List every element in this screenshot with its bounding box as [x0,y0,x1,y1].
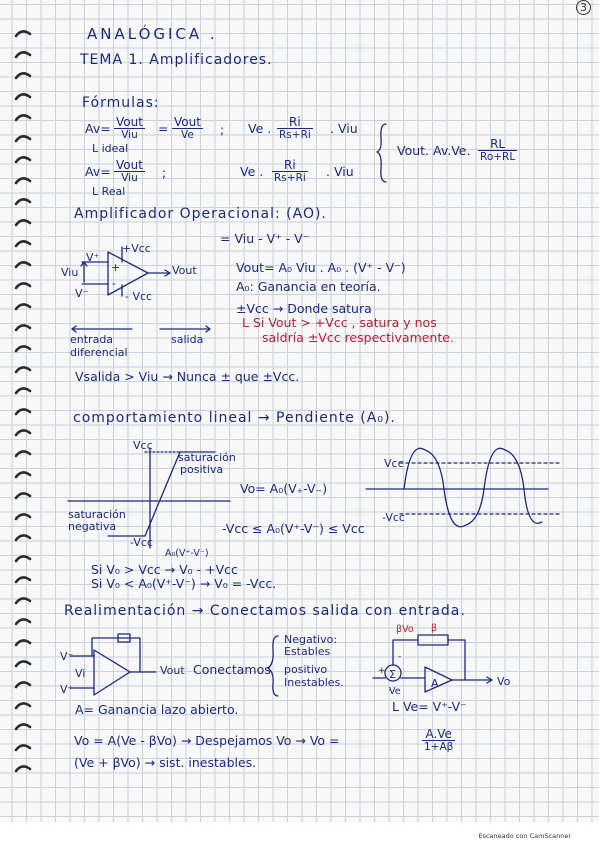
minus-terminal: - [112,277,116,290]
block-vo-label: Vo [497,675,511,688]
beta-vo-label: βVo [396,624,414,635]
fraction-numerator: A.Ve [422,728,455,741]
fraction-denominator: 1+Aβ [424,741,454,753]
fraction-numerator: Vout [116,158,143,172]
feedback-opamp-inputs [70,656,94,688]
ve-formula-tail: . Viu [330,121,358,136]
feedback-vminus: V⁻ [60,650,74,663]
vout-formula-lhs: Vout. Av.Ve. [397,143,471,158]
fraction-numerator: Vout [116,115,143,129]
transfer-curve [108,452,215,536]
block-feedback-wire [393,640,465,680]
separator: ; [162,165,167,180]
beta-label: β [431,623,438,634]
positive-feedback: positivo [284,663,328,676]
amplifier-a-label: A [431,677,439,690]
linear-heading: comportamiento lineal → Pendiente (A₀). [73,410,396,426]
wave-vcc-label: Vcc [384,457,404,470]
block-amplifier-triangle [425,667,452,692]
transfer-vcc-bottom: -Vcc [130,536,153,549]
av-ideal-lhs: Av= [85,121,111,136]
ao-definition: A₀: Ganancia en teoría. [236,279,381,294]
entrada-label: entrada [70,333,114,346]
sine-wave [404,448,542,526]
fraction-numerator: Vout [174,115,201,129]
av-real-note: L Real [92,185,126,198]
block-output-wire [452,677,492,683]
saturation-positive-1: saturación [178,451,236,464]
ve-node-label: Ve [389,686,401,697]
vout-label: Vout [172,264,197,277]
closed-loop-derivation: Vo = A(Ve - βVo) → Despejamos Vo → Vo = [74,733,340,748]
ve-definition: L Ve= V⁺-V⁻ [392,699,467,714]
saturation-inequality: -Vcc ≤ A₀(V⁺-V⁻) ≤ Vcc [222,521,365,536]
feedback-vi: Vi [75,667,86,680]
fraction-denominator: Ro+RL [480,151,516,163]
negative-feedback: Negativo: [284,633,338,646]
vminus-label: V⁻ [75,287,89,300]
formulas-heading: Fórmulas: [82,95,160,111]
case-saturation-negative: Si V₀ < A₀(V⁺-V⁻) → V₀ = -Vcc. [91,576,277,591]
fraction-numerator: Ri [277,116,313,129]
open-loop-gain-note: A= Ganancia lazo abierto. [75,702,239,717]
negative-stable: Estables [284,645,331,658]
vsalida-note: Vsalida > Viu → Nunca ± que ±Vcc. [75,369,300,384]
viu-arrow [81,262,87,282]
wave-neg-vcc-label: -Vcc [382,511,405,524]
fraction-denominator: Ve [181,129,194,141]
scanner-watermark: Escaneado con CamScanner [478,832,571,840]
ve-formula-lhs: Ve . [248,121,272,136]
opamp-heading: Amplificador Operacional: (AO). [74,206,327,222]
vout-equation: Vout= A₀ Viu . A₀ . (V⁺ - V⁻) [236,260,406,275]
plus-terminal: + [111,261,121,274]
diferencial-label: diferencial [70,346,128,359]
salida-arrow [160,326,210,332]
entrada-arrow [72,326,132,332]
vcc-positive-label: +Vcc [122,242,151,255]
saturation-positive-2: positiva [180,463,224,476]
vplus-label: V⁺ [86,251,100,264]
viu-label: Viu [61,266,79,279]
positive-unstable: Inestables. [284,676,344,689]
summing-node [385,665,401,681]
ve-formula-2-tail: . Viu [326,164,354,179]
saturation-negative-2: negativa [68,520,117,533]
unstable-system-note: (Ve + βVo) → sist. inestables. [74,755,257,770]
av-real-lhs: Av= [85,164,111,179]
summing-node-symbol: Σ [389,668,396,681]
fraction-denominator: Rs+Ri [279,129,311,141]
beta-block [418,635,448,645]
av-ideal-note: L ideal [92,142,129,155]
salida-label: salida [171,333,204,346]
feedback-opamp-triangle [94,650,130,695]
page-corner-mark: 3 [576,0,591,15]
case-saturation-positive: Si V₀ > Vcc → V₀ - +Vcc [91,562,238,577]
vcc-negative-label: - Vcc [125,290,153,303]
feedback-vplus: V⁺ [60,683,74,696]
feedback-heading: Realimentación → Conectamos salida con entrada. [64,603,466,619]
ve-formula-2-lhs: Ve . [240,164,264,179]
fraction-denominator: Rs+Ri [274,172,306,184]
saturation-condition: L Si Vout > +Vcc , satura y nos [242,315,437,330]
separator: ; [220,122,225,137]
fraction-denominator: Viu [121,172,138,184]
saturation-note: ±Vcc → Donde satura [236,301,372,316]
fraction-denominator: Viu [121,129,138,141]
transfer-axis-label: A₀(V⁺-V⁻) [165,548,209,559]
saturation-negative-1: saturación [68,508,126,521]
formula-brace [377,124,386,182]
fraction-numerator: RL [478,138,517,151]
feedback-vout: Vout [160,664,185,677]
page-title: ANALÓGICA . [87,25,218,43]
saturation-result: saldría ±Vcc respectivamente. [262,330,454,345]
vo-equation: Vo= A₀(V₊-V₋) [240,481,328,496]
block-plus-sign: + [378,666,386,676]
transfer-vcc-top: Vcc [133,439,153,452]
block-minus-sign: - [398,652,402,662]
viu-definition: = Viu - V⁺ - V⁻ [220,231,310,246]
conectamos-label: Conectamos [193,662,271,677]
feedback-brace [268,636,278,696]
topic-heading: TEMA 1. Amplificadores. [80,52,273,68]
equals-sign: = [158,121,169,136]
fraction-numerator: Ri [272,159,308,172]
feedback-loop-wire [92,638,140,672]
opamp-triangle [108,252,148,295]
